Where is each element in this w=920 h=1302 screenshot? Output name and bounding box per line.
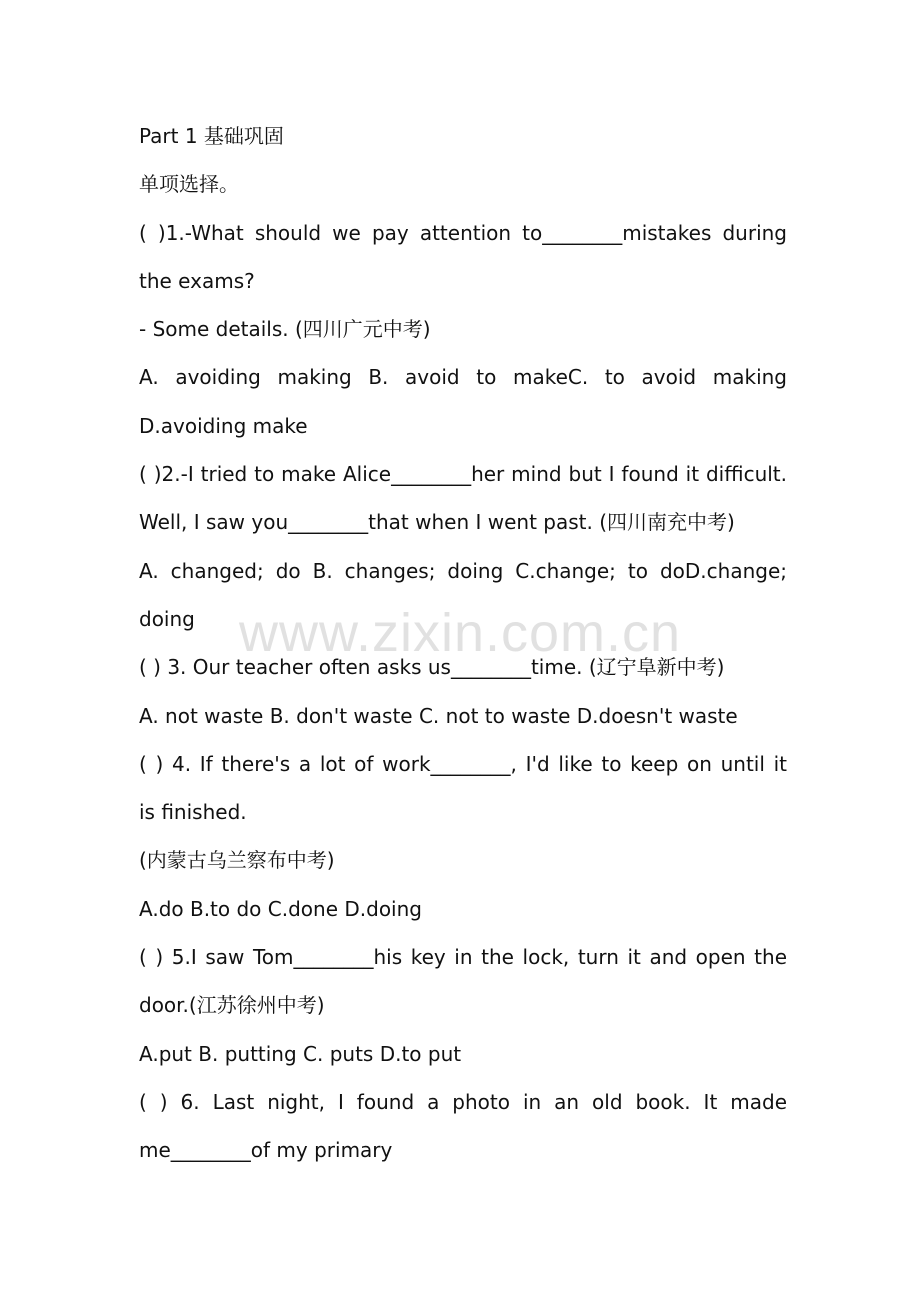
question-6-line-2: me________of my primary [139,1138,393,1163]
question-1-reply: - Some details. (四川广元中考) [139,317,431,342]
question-2-options-line-2: doing [139,606,195,631]
question-1-line-1: ( )1.-What should we pay attention to________mistakes during [139,220,787,245]
question-4-options: A.do B.to do C.done D.doing [139,896,422,921]
question-4-line-2: is finished. [139,800,247,825]
question-2-line-1: ( )2.-I tried to make Alice________her mind but I found it difficult. [139,462,787,487]
document-page [139,112,787,1175]
question-5-line-2: door.(江苏徐州中考) [139,993,325,1018]
question-1-line-2: the exams? [139,268,255,293]
question-2-options-line-1: A. changed; do B. changes; doing C.change; to doD.change; [139,558,787,583]
watermark: www.zixin.com.cn [238,603,682,663]
question-1-options-line-2: D.avoiding make [139,413,308,438]
instruction-text: 单项选择。 [139,172,239,197]
question-2-line-2: Well, I saw you________that when I went past. (四川南充中考) [139,510,735,535]
question-5-options: A.put B. putting C. puts D.to put [139,1041,462,1066]
question-3: ( ) 3. Our teacher often asks us________time. (辽宁阜新中考) [139,655,725,680]
section-heading: Part 1 基础巩固 [139,124,284,148]
question-6-line-1: ( ) 6. Last night, I found a photo in an old book. It made [139,1089,787,1114]
question-4-source: (内蒙古乌兰察布中考) [139,848,335,873]
question-5-line-1: ( ) 5.I saw Tom________his key in the lock, turn it and open the [139,945,787,970]
question-1-options-line-1: A. avoiding making B. avoid to makeC. to avoid making [139,365,787,390]
question-4-line-1: ( ) 4. If there's a lot of work________, I'd like to keep on until it [139,751,787,776]
question-3-options: A. not waste B. don't waste C. not to waste D.doesn't waste [139,703,738,728]
